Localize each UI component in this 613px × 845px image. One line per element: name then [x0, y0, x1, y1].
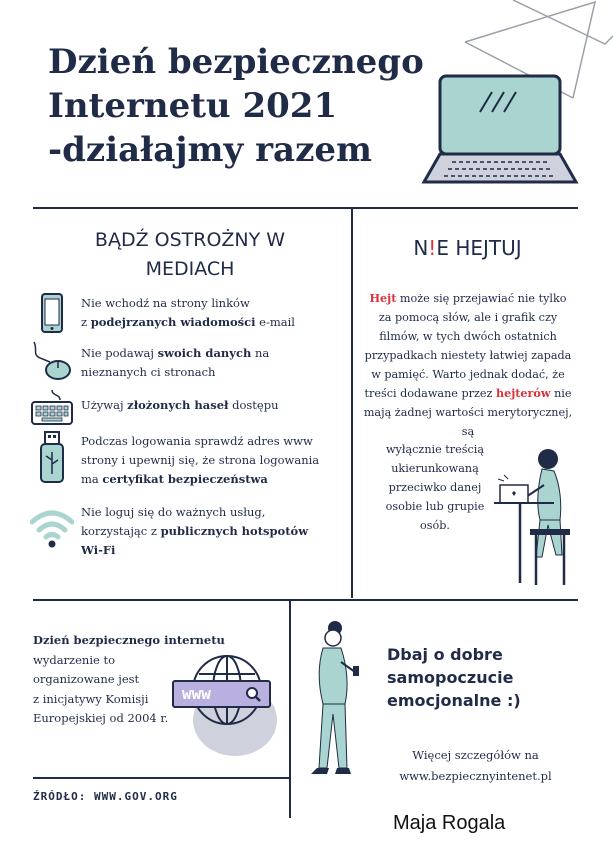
tip-item: [30, 340, 320, 390]
wifi-icon: [30, 506, 74, 550]
tip-item: [30, 430, 320, 492]
source-label: ŹRÓDŁO: WWW.GOV.ORG: [33, 790, 178, 803]
hejt-paragraph: [363, 289, 573, 441]
tip-text: korzystając z: [81, 524, 161, 538]
browser-search-bar: [172, 680, 271, 708]
divider: [289, 600, 291, 818]
slogan-line: samopoczucie: [387, 668, 514, 687]
browser-text: www: [182, 684, 211, 703]
tip-item: [30, 292, 320, 342]
slogan-line: emocjonalne :): [387, 691, 521, 710]
hejterow-word: hejterów: [495, 386, 551, 400]
more-info-text: Więcej szczegółów na: [412, 748, 539, 762]
tip-text: strony i upewnij się, że strona logowania: [81, 453, 320, 467]
tip-text: ma: [81, 472, 103, 486]
tip-text: z: [81, 315, 91, 329]
hejt-text: nie mają żadnej wartości merytorycznej, są: [363, 387, 573, 438]
hejt-text: wyłącznie treścią: [385, 443, 485, 456]
woman-laptop-illustration: [490, 445, 578, 590]
tip-bold: Wi-Fi: [81, 543, 116, 557]
heading-part: N: [413, 236, 429, 260]
heading-exclamation: !: [428, 236, 437, 260]
hejt-text: przeciwko danej: [388, 481, 482, 494]
tip-bold: złożonych haseł: [127, 398, 229, 412]
tip-text: Używaj: [81, 398, 128, 412]
tip-text: nieznanych ci stronach: [81, 365, 216, 379]
hejt-text: osobie lub grupie: [385, 500, 485, 513]
slogan: [387, 643, 557, 712]
hejt-text: może się przejawiać nie tylko za pomocą słów, ale i grafik czy filmów, w tych dwóch ostatnich przypadkach niestety łatwiej zapada w pamięć. Warto jednak dodać, że treści dodawane przez: [364, 292, 572, 400]
tip-text: Nie wchodź na strony linków: [81, 296, 250, 310]
section-heading-media: [40, 226, 340, 284]
tip-text: na: [251, 346, 270, 360]
phone-icon: [30, 292, 74, 336]
tip-text: dostępu: [228, 398, 279, 412]
event-title: Dzień bezpiecznego internetu: [33, 633, 225, 647]
event-text: Europejskiej od 2004 r.: [33, 711, 169, 725]
event-text: wydarzenie to: [33, 652, 116, 667]
tip-item: [30, 501, 320, 563]
tip-text: Nie podawaj: [81, 346, 158, 360]
laptop-icon: [420, 70, 585, 190]
hejt-paragraph-narrow: [370, 440, 500, 535]
heading-line: BĄDŹ OSTROŻNY W: [94, 229, 286, 251]
tip-text: Nie loguj się do ważnych usług,: [81, 505, 266, 519]
divider: [351, 208, 353, 598]
event-text: organizowane jest: [33, 672, 140, 686]
heading-part: E HEJTUJ: [436, 236, 522, 260]
tip-bold: swoich danych: [157, 346, 252, 360]
mouse-icon: [30, 340, 74, 384]
title-line: -działajmy razem: [48, 130, 372, 170]
hejt-word: Hejt: [369, 291, 397, 305]
hejt-text: ukierunkowaną: [391, 462, 479, 475]
author-name: Maja Rogala: [393, 812, 506, 834]
tip-bold: podejrzanych wiadomości: [90, 315, 256, 329]
section-heading-hejt: [360, 236, 575, 260]
more-info: [363, 745, 588, 787]
tip-text: Podczas logowania sprawdź adres www: [81, 434, 313, 448]
slogan-line: Dbaj o dobre: [387, 645, 503, 664]
heading-line: MEDIACH: [145, 258, 235, 280]
divider: [33, 777, 289, 779]
usb-drive-icon: [30, 430, 74, 486]
title-line: Dzień bezpiecznego: [48, 42, 424, 82]
tip-bold: publicznych hotspotów: [160, 524, 309, 538]
hejt-text: osób.: [420, 519, 450, 532]
keyboard-icon: [30, 388, 74, 432]
title-line: Internetu 2021: [48, 86, 338, 126]
divider: [33, 207, 578, 209]
tip-bold: certyfikat bezpieczeństwa: [102, 472, 268, 486]
event-text: z inicjatywy Komisji: [33, 691, 149, 706]
tip-text: e-mail: [255, 315, 295, 329]
search-icon: [244, 685, 262, 703]
website-link[interactable]: www.bezpiecznyintenet.pl: [399, 769, 552, 783]
page-title: [48, 40, 438, 172]
divider: [33, 599, 578, 601]
